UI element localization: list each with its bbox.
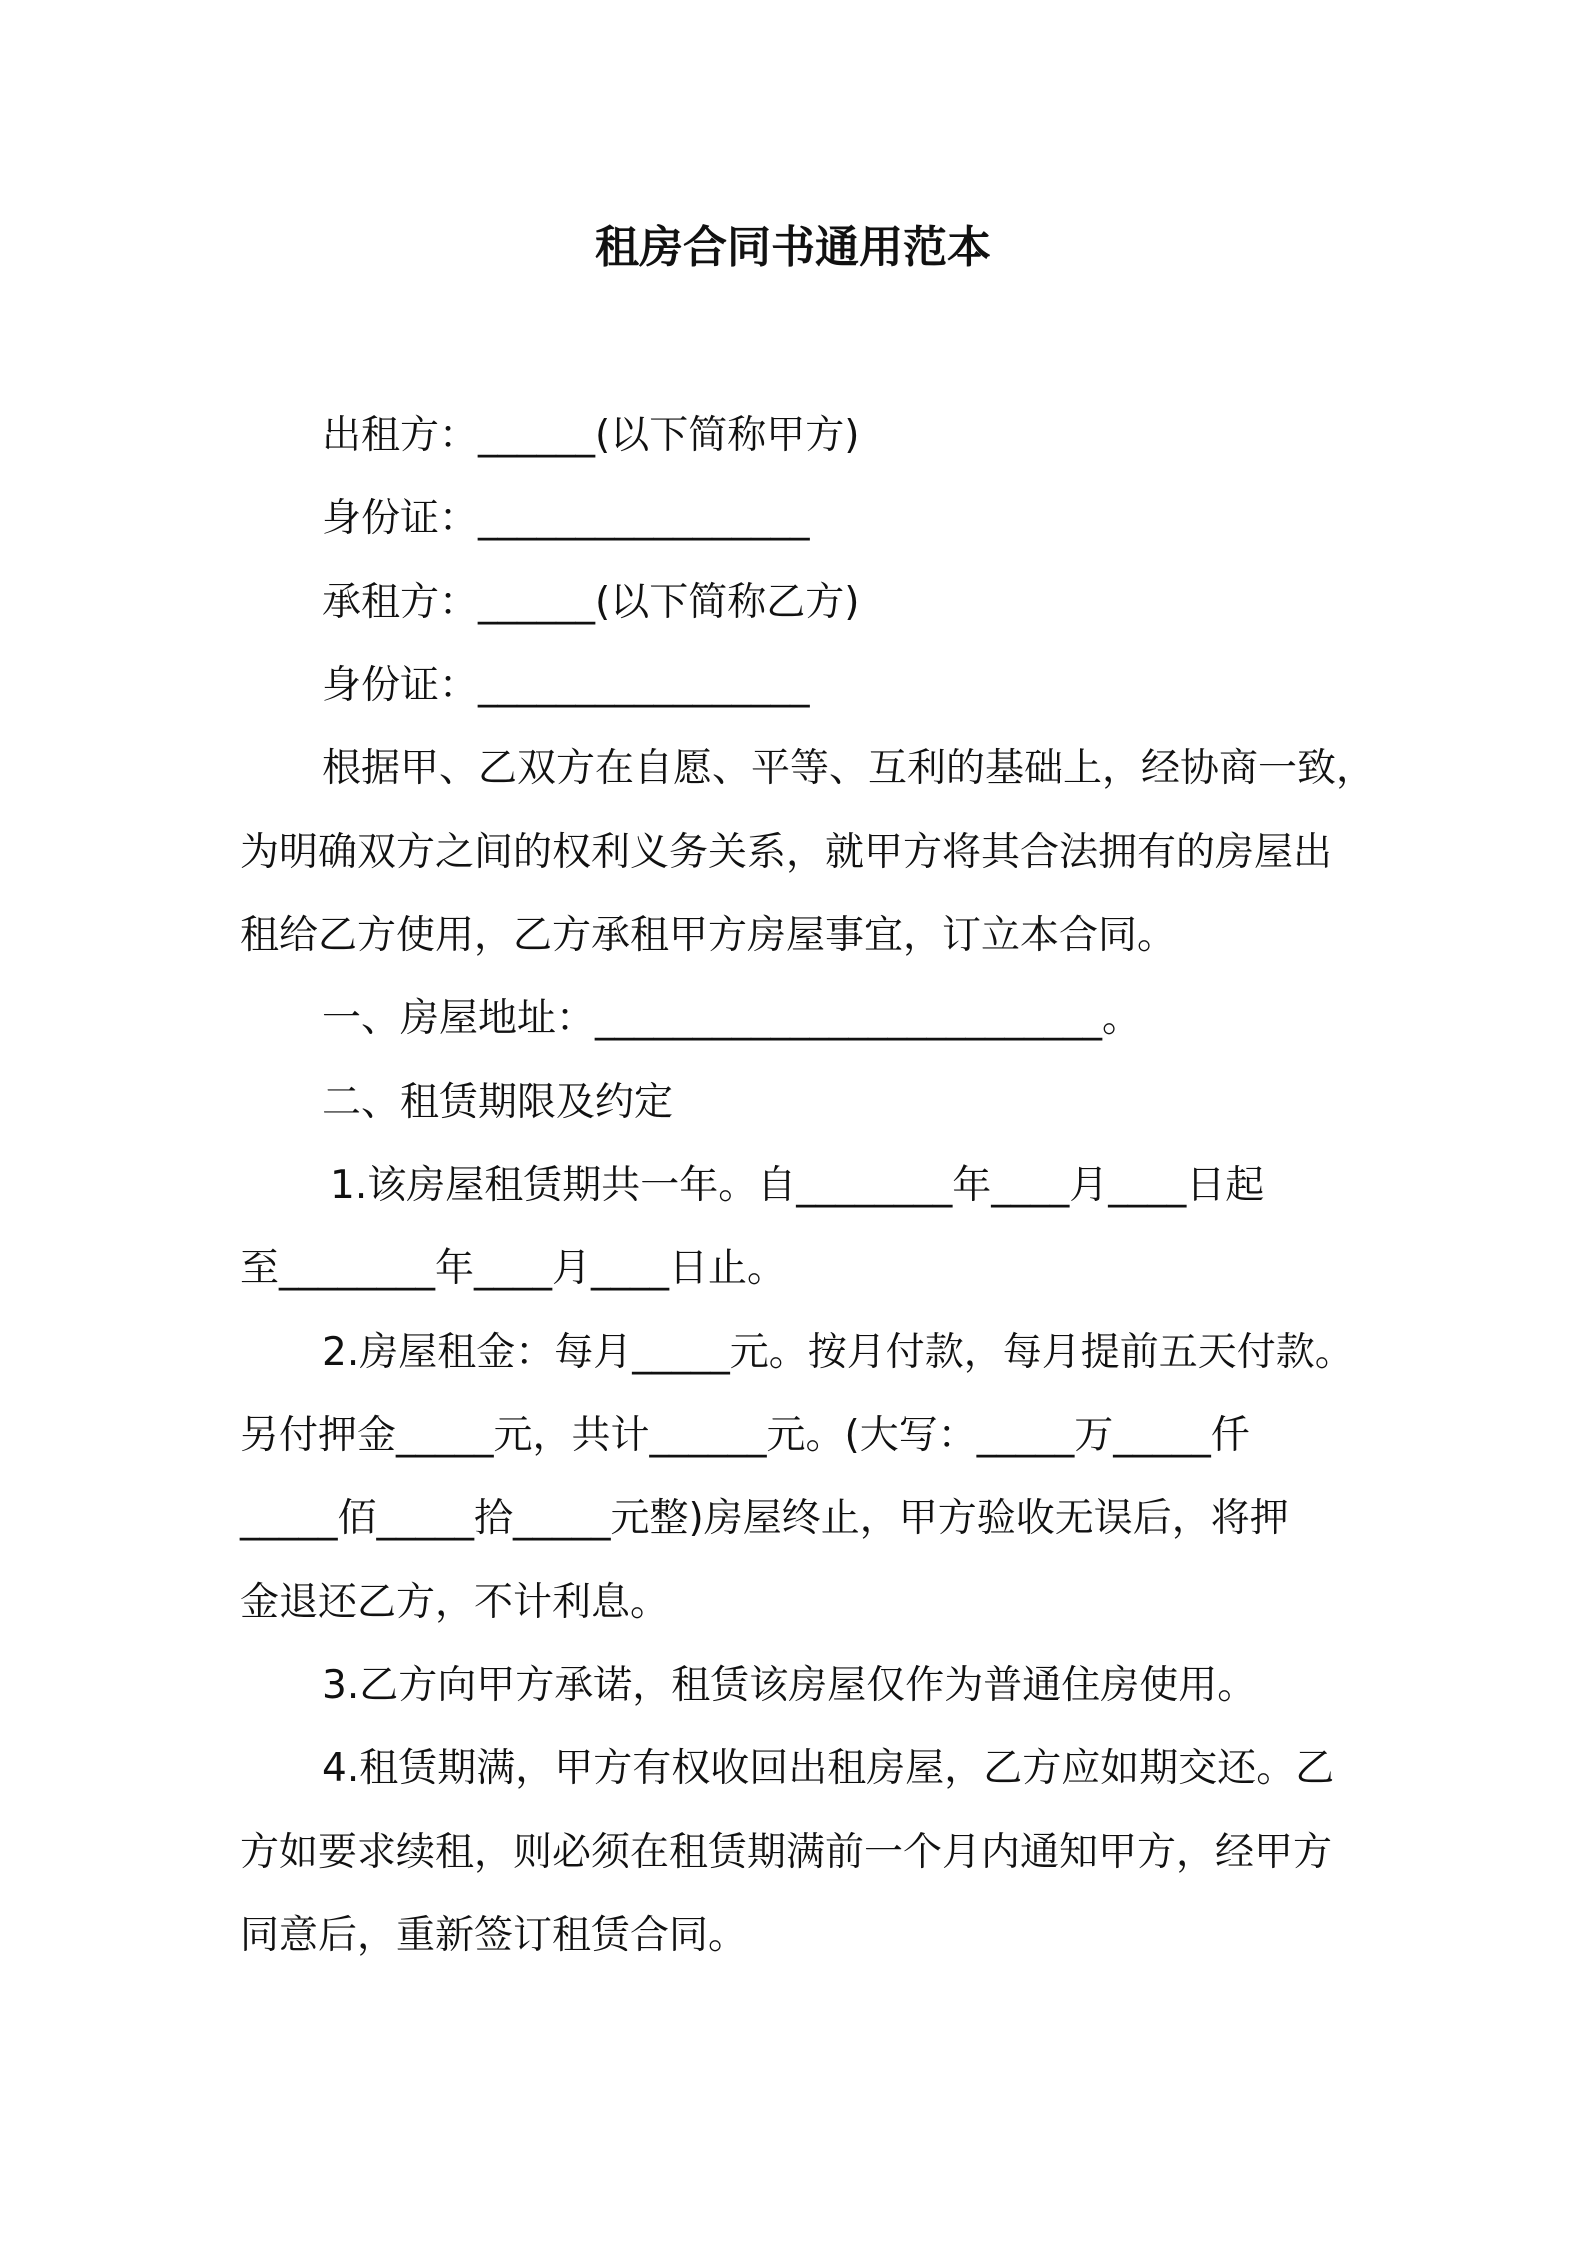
section-house-address: 一、房屋地址：__________________________。 bbox=[322, 996, 1142, 1041]
clause-2-line: 2.房屋租金：每月_____元。按月付款，每月提前五天付款。 bbox=[322, 1330, 1354, 1375]
clause-2-line: _____佰_____拾_____元整)房屋终止，甲方验收无误后，将押 bbox=[240, 1496, 1289, 1541]
preamble-line: 为明确双方之间的权利义务关系，就甲方将其合法拥有的房屋出 bbox=[240, 830, 1333, 875]
lessor-id-line: 身份证：_________________ bbox=[322, 496, 810, 541]
section-lease-term-heading: 二、租赁期限及约定 bbox=[322, 1080, 674, 1125]
lessor-line: 出租方：______(以下简称甲方) bbox=[322, 413, 860, 458]
clause-2-line: 金退还乙方，不计利息。 bbox=[240, 1580, 670, 1625]
lessee-id-line: 身份证：_________________ bbox=[322, 663, 810, 708]
clause-4-line: 4.租赁期满，甲方有权收回出租房屋，乙方应如期交还。乙 bbox=[322, 1746, 1335, 1791]
clause-4-line: 方如要求续租，则必须在租赁期满前一个月内通知甲方，经甲方 bbox=[240, 1830, 1333, 1875]
lessee-line: 承租方：______(以下简称乙方) bbox=[322, 580, 860, 625]
clause-1-line: 至________年____月____日止。 bbox=[240, 1246, 787, 1291]
clause-1-line: 1.该房屋租赁期共一年。自________年____月____日起 bbox=[330, 1163, 1265, 1208]
clause-3-line: 3.乙方向甲方承诺，租赁该房屋仅作为普通住房使用。 bbox=[322, 1663, 1257, 1708]
document-title: 租房合同书通用范本 bbox=[595, 222, 991, 273]
clause-4-line: 同意后，重新签订租赁合同。 bbox=[240, 1913, 748, 1958]
preamble-line: 根据甲、乙双方在自愿、平等、互利的基础上，经协商一致， bbox=[322, 746, 1376, 791]
clause-2-line: 另付押金_____元，共计______元。(大写：_____万_____仟 bbox=[240, 1413, 1250, 1458]
preamble-line: 租给乙方使用，乙方承租甲方房屋事宜，订立本合同。 bbox=[240, 913, 1177, 958]
